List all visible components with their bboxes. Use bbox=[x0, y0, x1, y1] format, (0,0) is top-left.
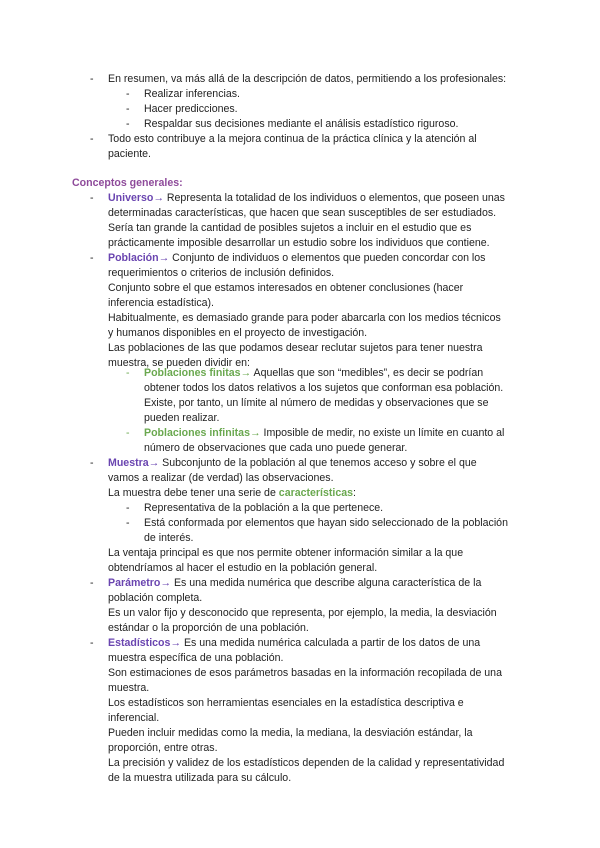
estadisticos-term: Estadísticos bbox=[108, 637, 171, 649]
universo-text: Sería tan grande la cantidad de posibles sujetos a incluir en el estudio que es bbox=[108, 222, 472, 234]
estadisticos-text: inferencial. bbox=[108, 712, 160, 724]
muestra-caracteristicas: La muestra debe tener una serie de características: bbox=[108, 487, 356, 499]
muestra-ventaja: obtendríamos al hacer el estudio en la población general. bbox=[108, 562, 378, 574]
bullet-dash: - bbox=[90, 637, 94, 649]
finitas-text: obtener todos los datos relativos a los sujetos que conforman esa población. bbox=[144, 382, 504, 394]
universo-text: prácticamente imposible desarrollar un estudio sobre los individuos que contiene. bbox=[108, 237, 490, 249]
parametro-line: Parámetro→ Es una medida numérica que describe alguna característica de la bbox=[108, 577, 482, 589]
estadisticos-text: Son estimaciones de esos parámetros basadas en la información recopilada de una bbox=[108, 667, 502, 679]
parametro-text: Es un valor fijo y desconocido que representa, por ejemplo, la media, la desviación bbox=[108, 607, 497, 619]
muestra-sub-item: de interés. bbox=[144, 532, 194, 544]
estadisticos-text: proporción, entre otras. bbox=[108, 742, 218, 754]
bullet-dash: - bbox=[126, 367, 130, 379]
muestra-sub-item: Representativa de la población a la que pertenece. bbox=[144, 502, 384, 514]
bullet-dash: - bbox=[90, 252, 94, 264]
arrow-icon: → bbox=[240, 367, 252, 379]
caracteristicas-term: características bbox=[278, 487, 354, 499]
estadisticos-text: Pueden incluir medidas como la media, la mediana, la desviación estándar, la bbox=[108, 727, 473, 739]
poblacion-text: Conjunto sobre el que estamos interesados en obtener conclusiones (hacer bbox=[108, 282, 464, 294]
intro-sub-item: Respaldar sus decisiones mediante el análisis estadístico riguroso. bbox=[144, 118, 459, 130]
bullet-dash: - bbox=[126, 517, 130, 529]
finitas-text: pueden realizar. bbox=[144, 412, 220, 424]
poblacion-text: inferencia estadística). bbox=[108, 297, 214, 309]
arrow-icon: → bbox=[160, 577, 171, 589]
bullet-dash: - bbox=[126, 427, 130, 439]
infinitas-text: número de observaciones que cada uno puede generar. bbox=[144, 442, 408, 454]
intro-resumen: En resumen, va más allá de la descripción de datos, permitiendo a los profesionales: bbox=[108, 73, 507, 85]
bullet-dash: - bbox=[90, 192, 94, 204]
universo-line: Universo→ Representa la totalidad de los individuos o elementos, que poseen unas bbox=[108, 192, 505, 204]
muestra-term: Muestra bbox=[108, 457, 149, 469]
parametro-text: población completa. bbox=[108, 592, 203, 604]
estadisticos-line: Estadísticos→ Es una medida numérica calculada a partir de los datos de una bbox=[108, 637, 481, 649]
poblacion-text: Habitualmente, es demasiado grande para poder abarcarla con los medios técnicos bbox=[108, 312, 501, 324]
bullet-dash: - bbox=[126, 103, 130, 115]
poblacion-term: Población bbox=[108, 252, 159, 264]
finitas-term: Poblaciones finitas bbox=[144, 367, 241, 379]
bullet-dash: - bbox=[90, 73, 94, 85]
estadisticos-text: de la muestra utilizada para su cálculo. bbox=[108, 772, 292, 784]
infinitas-line: Poblaciones infinitas→ Imposible de medir, no existe un límite en cuanto al bbox=[144, 427, 505, 439]
bullet-dash: - bbox=[126, 88, 130, 100]
estadisticos-text: La precisión y validez de los estadísticos dependen de la calidad y representatividad bbox=[108, 757, 505, 769]
muestra-text: vamos a realizar (de verdad) las observaciones. bbox=[108, 472, 334, 484]
muestra-sub-item: Está conformada por elementos que hayan sido seleccionado de la población bbox=[144, 517, 508, 529]
arrow-icon: → bbox=[158, 252, 170, 264]
finitas-line: Poblaciones finitas→ Aquellas que son “medibles”, es decir se podrían bbox=[144, 367, 484, 379]
parametro-text: estándar o la proporción de una población. bbox=[108, 622, 309, 634]
intro-sub-item: Hacer predicciones. bbox=[144, 103, 238, 115]
bullet-dash: - bbox=[90, 457, 94, 469]
arrow-icon: → bbox=[153, 192, 164, 204]
bullet-dash: - bbox=[90, 133, 94, 145]
poblacion-text: Las poblaciones de las que podamos desear reclutar sujetos para tener nuestra bbox=[108, 342, 483, 354]
poblacion-text: muestra, se pueden dividir en: bbox=[108, 357, 250, 369]
section-heading: Conceptos generales: bbox=[72, 177, 183, 189]
muestra-line: Muestra→ Subconjunto de la población al que tenemos acceso y sobre el que bbox=[108, 457, 477, 469]
parametro-term: Parámetro bbox=[108, 577, 161, 589]
estadisticos-text: muestra. bbox=[108, 682, 150, 694]
intro-contribuye: paciente. bbox=[108, 148, 151, 160]
arrow-icon: → bbox=[249, 427, 261, 439]
estadisticos-text: Los estadísticos son herramientas esenciales en la estadística descriptiva e bbox=[108, 697, 464, 709]
infinitas-term: Poblaciones infinitas bbox=[144, 427, 250, 439]
universo-text: determinadas características, que hacen que sean susceptibles de ser estudiados. bbox=[108, 207, 497, 219]
bullet-dash: - bbox=[126, 502, 130, 514]
intro-sub-item: Realizar inferencias. bbox=[144, 88, 240, 100]
poblacion-text: y humanos disponibles en el proyecto de investigación. bbox=[108, 327, 368, 339]
arrow-icon: → bbox=[170, 637, 182, 649]
finitas-text: Existe, por tanto, un límite al número de medidas y observaciones que se bbox=[144, 397, 489, 409]
universo-term: Universo bbox=[108, 192, 154, 204]
bullet-dash: - bbox=[126, 118, 130, 130]
bullet-dash: - bbox=[90, 577, 94, 589]
arrow-icon: → bbox=[148, 457, 160, 469]
poblacion-text: requerimientos o criterios de inclusión definidos. bbox=[108, 267, 335, 279]
estadisticos-text: muestra específica de una población. bbox=[108, 652, 284, 664]
intro-contribuye: Todo esto contribuye a la mejora continua de la práctica clínica y la atención al bbox=[108, 133, 477, 145]
poblacion-line: Población→ Conjunto de individuos o elementos que pueden concordar con los bbox=[108, 252, 486, 264]
muestra-ventaja: La ventaja principal es que nos permite obtener información similar a la que bbox=[108, 547, 464, 559]
